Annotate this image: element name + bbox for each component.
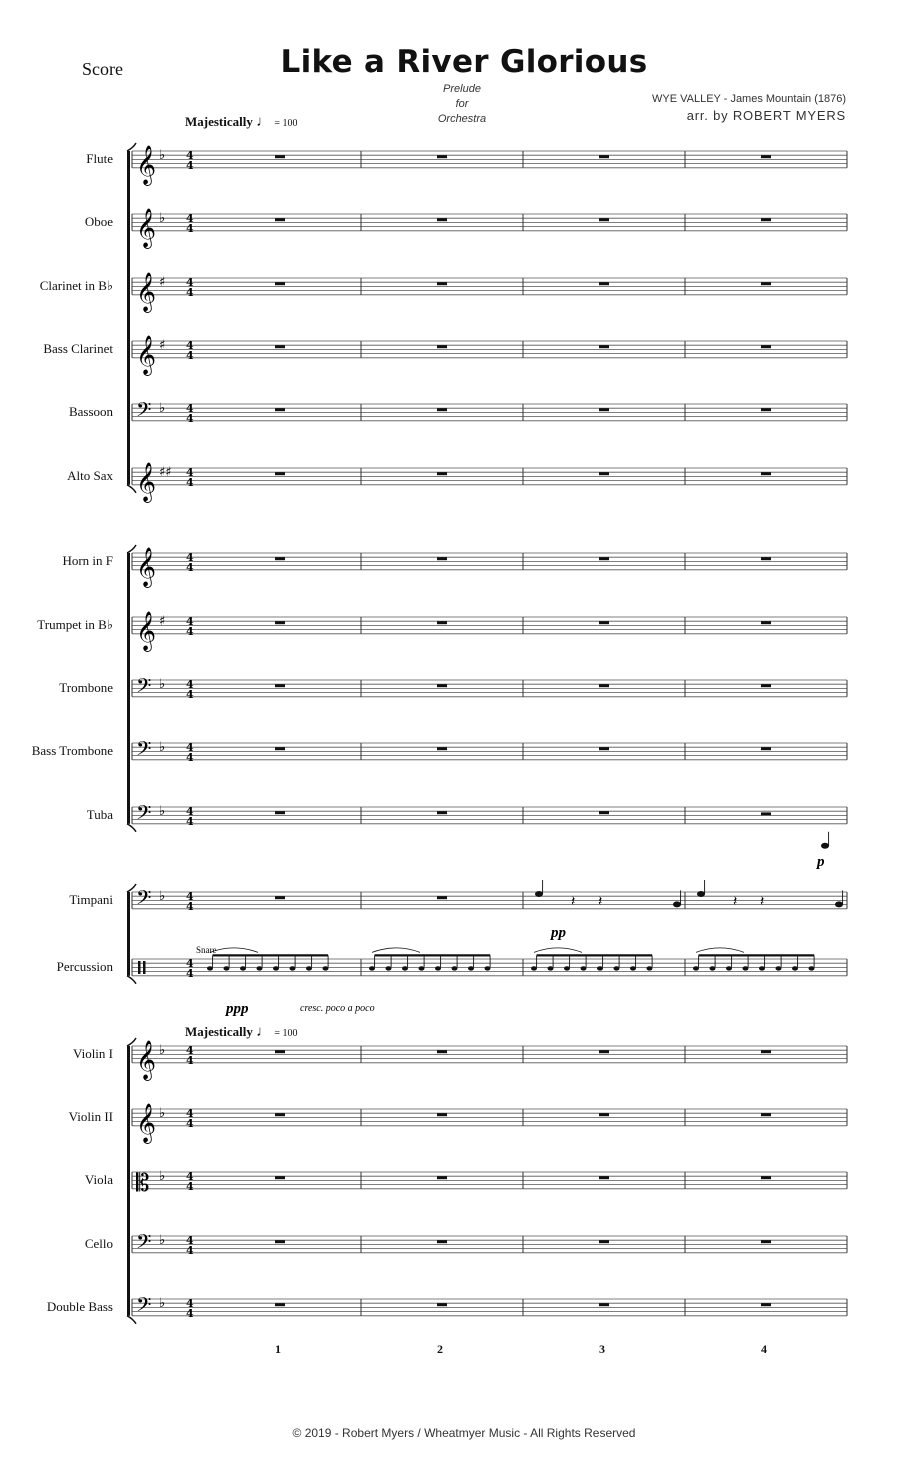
treble-clef-icon: 𝄞 bbox=[136, 1039, 157, 1080]
whole-rest bbox=[599, 1240, 609, 1243]
whole-rest bbox=[599, 218, 609, 221]
time-signature-top: 4 bbox=[186, 678, 194, 691]
whole-rest bbox=[275, 1176, 285, 1179]
key-signature: ♭ bbox=[159, 1233, 166, 1248]
bracket-bottom-hook bbox=[127, 485, 136, 493]
snare-note bbox=[614, 966, 620, 970]
whole-rest bbox=[437, 282, 447, 285]
tune-credit: WYE VALLEY - James Mountain (1876) bbox=[651, 93, 846, 105]
measure-number: 2 bbox=[437, 1342, 443, 1356]
whole-rest bbox=[599, 472, 609, 475]
bass-clef-icon: 𝄢 bbox=[136, 673, 152, 702]
measure-number: 1 bbox=[275, 1342, 281, 1356]
time-signature-bottom: 4 bbox=[186, 221, 194, 235]
snare-note bbox=[693, 966, 699, 970]
whole-rest bbox=[437, 811, 447, 814]
percussion-clef-icon bbox=[138, 961, 141, 974]
time-signature-top: 4 bbox=[186, 741, 194, 754]
whole-rest bbox=[599, 155, 609, 158]
group-bracket bbox=[127, 1046, 130, 1316]
whole-rest bbox=[275, 896, 285, 899]
bass-clef-icon: 𝄢 bbox=[136, 397, 152, 426]
whole-rest bbox=[437, 155, 447, 158]
treble-clef-icon: 𝄞 bbox=[136, 461, 157, 502]
timpani-note bbox=[697, 891, 705, 897]
time-signature-top: 4 bbox=[186, 149, 194, 162]
key-signature: ♯ bbox=[159, 614, 166, 629]
whole-rest bbox=[761, 1303, 771, 1306]
snare-note bbox=[647, 966, 653, 970]
time-signature-bottom: 4 bbox=[186, 814, 194, 828]
snare-note bbox=[792, 966, 798, 970]
time-signature-top: 4 bbox=[186, 1044, 194, 1057]
measure-number: 4 bbox=[761, 1342, 767, 1356]
snare-note bbox=[485, 966, 491, 970]
key-signature: ♭ bbox=[159, 1043, 166, 1058]
tie-slur bbox=[372, 948, 420, 953]
time-signature-top: 4 bbox=[186, 1107, 194, 1120]
dynamic-ppp: ppp bbox=[226, 1001, 249, 1017]
cresc-instruction: cresc. poco a poco bbox=[300, 1003, 375, 1014]
snare-note bbox=[240, 966, 246, 970]
treble-clef-icon: 𝄞 bbox=[136, 207, 157, 248]
snare-note bbox=[776, 966, 782, 970]
bass-clef-icon: 𝄢 bbox=[136, 736, 152, 765]
quarter-note-icon: ♩ bbox=[256, 114, 272, 130]
whole-rest bbox=[437, 1176, 447, 1179]
whole-rest bbox=[275, 1240, 285, 1243]
key-signature: ♭ bbox=[159, 1169, 166, 1184]
key-signature: ♭ bbox=[159, 889, 166, 904]
instrument-name: Trombone bbox=[59, 680, 113, 696]
snare-note bbox=[710, 966, 716, 970]
whole-rest bbox=[437, 218, 447, 221]
whole-rest bbox=[761, 1050, 771, 1053]
snare-note bbox=[419, 966, 425, 970]
instrument-name: Bass Clarinet bbox=[43, 341, 113, 357]
instrument-name: Clarinet in B♭ bbox=[39, 278, 113, 294]
group-bracket bbox=[127, 151, 130, 485]
whole-rest bbox=[599, 1303, 609, 1306]
whole-rest bbox=[275, 345, 285, 348]
whole-rest bbox=[761, 408, 771, 411]
snare-note bbox=[581, 966, 587, 970]
whole-rest bbox=[761, 155, 771, 158]
snare-note bbox=[306, 966, 312, 970]
whole-rest bbox=[761, 1113, 771, 1116]
time-signature-top: 4 bbox=[186, 212, 194, 225]
snare-note bbox=[386, 966, 392, 970]
time-signature-top: 4 bbox=[186, 402, 194, 415]
whole-rest bbox=[437, 621, 447, 624]
piece-title: Like a River Glorious bbox=[280, 44, 648, 80]
time-signature-top: 4 bbox=[186, 276, 194, 289]
whole-rest bbox=[599, 747, 609, 750]
bracket-top-hook bbox=[127, 143, 136, 151]
time-signature-bottom: 4 bbox=[186, 1053, 194, 1067]
whole-rest bbox=[599, 282, 609, 285]
quarter-rest-icon: 𝄽 bbox=[733, 893, 738, 910]
whole-rest bbox=[761, 1240, 771, 1243]
whole-rest bbox=[599, 684, 609, 687]
tempo-bpm: = 100 bbox=[274, 1028, 298, 1039]
score-label: Score bbox=[82, 59, 123, 79]
time-signature-bottom: 4 bbox=[186, 1179, 194, 1193]
whole-rest bbox=[275, 408, 285, 411]
key-signature: ♭ bbox=[159, 740, 166, 755]
key-signature: ♭ bbox=[159, 677, 166, 692]
key-signature: ♯♯ bbox=[159, 465, 172, 480]
time-signature-top: 4 bbox=[186, 1234, 194, 1247]
whole-rest bbox=[599, 1050, 609, 1053]
time-signature-top: 4 bbox=[186, 1297, 194, 1310]
whole-rest bbox=[437, 557, 447, 560]
time-signature-bottom: 4 bbox=[186, 899, 194, 913]
whole-rest bbox=[761, 472, 771, 475]
snare-note bbox=[402, 966, 408, 970]
whole-rest bbox=[761, 557, 771, 560]
time-signature-bottom: 4 bbox=[186, 1116, 194, 1130]
treble-clef-icon: 𝄞 bbox=[136, 271, 157, 312]
whole-rest bbox=[599, 408, 609, 411]
snare-note bbox=[548, 966, 554, 970]
subtitle-line: Orchestra bbox=[437, 113, 487, 125]
group-bracket bbox=[127, 553, 130, 824]
half-rest bbox=[761, 812, 771, 815]
tempo-text: Majestically bbox=[185, 114, 253, 129]
timpani-note bbox=[835, 901, 843, 907]
percussion-clef-icon bbox=[143, 961, 146, 974]
instrument-name: Flute bbox=[86, 151, 113, 167]
whole-rest bbox=[437, 747, 447, 750]
whole-rest bbox=[761, 282, 771, 285]
snare-note bbox=[369, 966, 375, 970]
quarter-rest-icon: 𝄽 bbox=[571, 893, 576, 910]
whole-rest bbox=[761, 747, 771, 750]
time-signature-top: 4 bbox=[186, 615, 194, 628]
snare-label: Snare bbox=[196, 945, 217, 955]
snare-note bbox=[759, 966, 765, 970]
snare-note bbox=[290, 966, 296, 970]
bracket-top-hook bbox=[127, 1038, 136, 1046]
bass-clef-icon: 𝄢 bbox=[136, 800, 152, 829]
whole-rest bbox=[275, 684, 285, 687]
instrument-name: Bass Trombone bbox=[31, 743, 113, 759]
snare-note bbox=[273, 966, 279, 970]
time-signature-bottom: 4 bbox=[186, 1243, 194, 1257]
whole-rest bbox=[275, 1113, 285, 1116]
time-signature-bottom: 4 bbox=[186, 687, 194, 701]
whole-rest bbox=[761, 345, 771, 348]
whole-rest bbox=[275, 557, 285, 560]
snare-note bbox=[257, 966, 263, 970]
time-signature-top: 4 bbox=[186, 466, 194, 479]
whole-rest bbox=[275, 621, 285, 624]
whole-rest bbox=[599, 811, 609, 814]
time-signature-bottom: 4 bbox=[186, 1306, 194, 1320]
time-signature-bottom: 4 bbox=[186, 475, 194, 489]
whole-rest bbox=[437, 896, 447, 899]
snare-note bbox=[726, 966, 732, 970]
instrument-name: Violin II bbox=[68, 1109, 113, 1125]
alto-clef-icon: 𝄡 bbox=[136, 1168, 150, 1197]
treble-clef-icon: 𝄞 bbox=[136, 144, 157, 185]
time-signature-bottom: 4 bbox=[186, 348, 194, 362]
key-signature: ♭ bbox=[159, 148, 166, 163]
whole-rest bbox=[599, 621, 609, 624]
arranger-credit: arr. by ROBERT MYERS bbox=[686, 108, 846, 123]
time-signature-top: 4 bbox=[186, 805, 194, 818]
bracket-bottom-hook bbox=[127, 1316, 136, 1324]
whole-rest bbox=[275, 155, 285, 158]
time-signature-bottom: 4 bbox=[186, 158, 194, 172]
time-signature-bottom: 4 bbox=[186, 750, 194, 764]
time-signature-top: 4 bbox=[186, 957, 194, 970]
whole-rest bbox=[275, 282, 285, 285]
tuba-note bbox=[821, 843, 829, 849]
snare-note bbox=[743, 966, 749, 970]
dynamic-p: p bbox=[817, 854, 825, 870]
time-signature-bottom: 4 bbox=[186, 285, 194, 299]
time-signature-top: 4 bbox=[186, 339, 194, 352]
key-signature: ♭ bbox=[159, 1106, 166, 1121]
time-signature-top: 4 bbox=[186, 551, 194, 564]
instrument-name: Violin I bbox=[72, 1046, 113, 1062]
snare-note bbox=[630, 966, 636, 970]
whole-rest bbox=[437, 408, 447, 411]
bass-clef-icon: 𝄢 bbox=[136, 1292, 152, 1321]
instrument-name: Alto Sax bbox=[67, 468, 113, 484]
tie-slur bbox=[210, 948, 258, 953]
whole-rest bbox=[437, 1113, 447, 1116]
instrument-name: Tuba bbox=[86, 807, 113, 823]
quarter-rest-icon: 𝄽 bbox=[760, 893, 765, 910]
whole-rest bbox=[599, 345, 609, 348]
whole-rest bbox=[599, 1113, 609, 1116]
time-signature-top: 4 bbox=[186, 890, 194, 903]
whole-rest bbox=[437, 1050, 447, 1053]
group-bracket bbox=[127, 892, 130, 976]
time-signature-bottom: 4 bbox=[186, 966, 194, 980]
dynamic-pp: pp bbox=[551, 925, 566, 941]
whole-rest bbox=[599, 1176, 609, 1179]
key-signature: ♯ bbox=[159, 338, 166, 353]
instrument-name: Trumpet in B♭ bbox=[37, 617, 113, 633]
bracket-bottom-hook bbox=[127, 976, 136, 984]
whole-rest bbox=[437, 1240, 447, 1243]
snare-note bbox=[564, 966, 570, 970]
whole-rest bbox=[275, 1303, 285, 1306]
whole-rest bbox=[275, 747, 285, 750]
instrument-name: Bassoon bbox=[68, 404, 113, 420]
key-signature: ♯ bbox=[159, 275, 166, 290]
timpani-note bbox=[673, 901, 681, 907]
bass-clef-icon: 𝄢 bbox=[136, 885, 152, 914]
tempo-bpm: = 100 bbox=[274, 118, 298, 129]
time-signature-bottom: 4 bbox=[186, 560, 194, 574]
subtitle-line: for bbox=[455, 98, 469, 110]
copyright-footer: © 2019 - Robert Myers / Wheatmyer Music - All Rights Reserved bbox=[292, 1426, 636, 1440]
instrument-name: Viola bbox=[84, 1172, 113, 1188]
whole-rest bbox=[437, 345, 447, 348]
whole-rest bbox=[275, 811, 285, 814]
whole-rest bbox=[599, 557, 609, 560]
measure-number: 3 bbox=[599, 1342, 605, 1356]
snare-note bbox=[435, 966, 441, 970]
snare-note bbox=[531, 966, 537, 970]
treble-clef-icon: 𝄞 bbox=[136, 610, 157, 651]
treble-clef-icon: 𝄞 bbox=[136, 1102, 157, 1143]
time-signature-bottom: 4 bbox=[186, 624, 194, 638]
instrument-name: Double Bass bbox=[46, 1299, 113, 1315]
snare-note bbox=[452, 966, 458, 970]
bracket-bottom-hook bbox=[127, 824, 136, 832]
bracket-top-hook bbox=[127, 884, 136, 892]
whole-rest bbox=[761, 218, 771, 221]
whole-rest bbox=[275, 472, 285, 475]
whole-rest bbox=[275, 1050, 285, 1053]
snare-note bbox=[207, 966, 213, 970]
subtitle-line: Prelude bbox=[443, 83, 481, 95]
whole-rest bbox=[437, 472, 447, 475]
time-signature-bottom: 4 bbox=[186, 411, 194, 425]
key-signature: ♭ bbox=[159, 804, 166, 819]
instrument-name: Oboe bbox=[84, 214, 113, 230]
quarter-note-icon: ♩ bbox=[256, 1024, 272, 1040]
treble-clef-icon: 𝄞 bbox=[136, 546, 157, 587]
tie-slur bbox=[696, 948, 744, 953]
treble-clef-icon: 𝄞 bbox=[136, 334, 157, 375]
instrument-name: Percussion bbox=[56, 959, 113, 975]
bass-clef-icon: 𝄢 bbox=[136, 1229, 152, 1258]
instrument-name: Horn in F bbox=[62, 553, 113, 569]
whole-rest bbox=[275, 218, 285, 221]
whole-rest bbox=[761, 1176, 771, 1179]
snare-note bbox=[468, 966, 474, 970]
quarter-rest-icon: 𝄽 bbox=[598, 893, 603, 910]
tie-slur bbox=[534, 948, 582, 953]
instrument-name: Cello bbox=[84, 1236, 113, 1252]
key-signature: ♭ bbox=[159, 1296, 166, 1311]
snare-note bbox=[224, 966, 230, 970]
key-signature: ♭ bbox=[159, 401, 166, 416]
time-signature-top: 4 bbox=[186, 1170, 194, 1183]
whole-rest bbox=[437, 1303, 447, 1306]
bracket-top-hook bbox=[127, 545, 136, 553]
snare-note bbox=[809, 966, 815, 970]
tempo-text: Majestically bbox=[185, 1024, 253, 1039]
snare-note bbox=[597, 966, 603, 970]
whole-rest bbox=[761, 684, 771, 687]
staves-layer bbox=[127, 143, 847, 1324]
whole-rest bbox=[761, 621, 771, 624]
timpani-note bbox=[535, 891, 543, 897]
key-signature: ♭ bbox=[159, 211, 166, 226]
snare-note bbox=[323, 966, 329, 970]
whole-rest bbox=[437, 684, 447, 687]
instrument-name: Timpani bbox=[69, 892, 113, 908]
